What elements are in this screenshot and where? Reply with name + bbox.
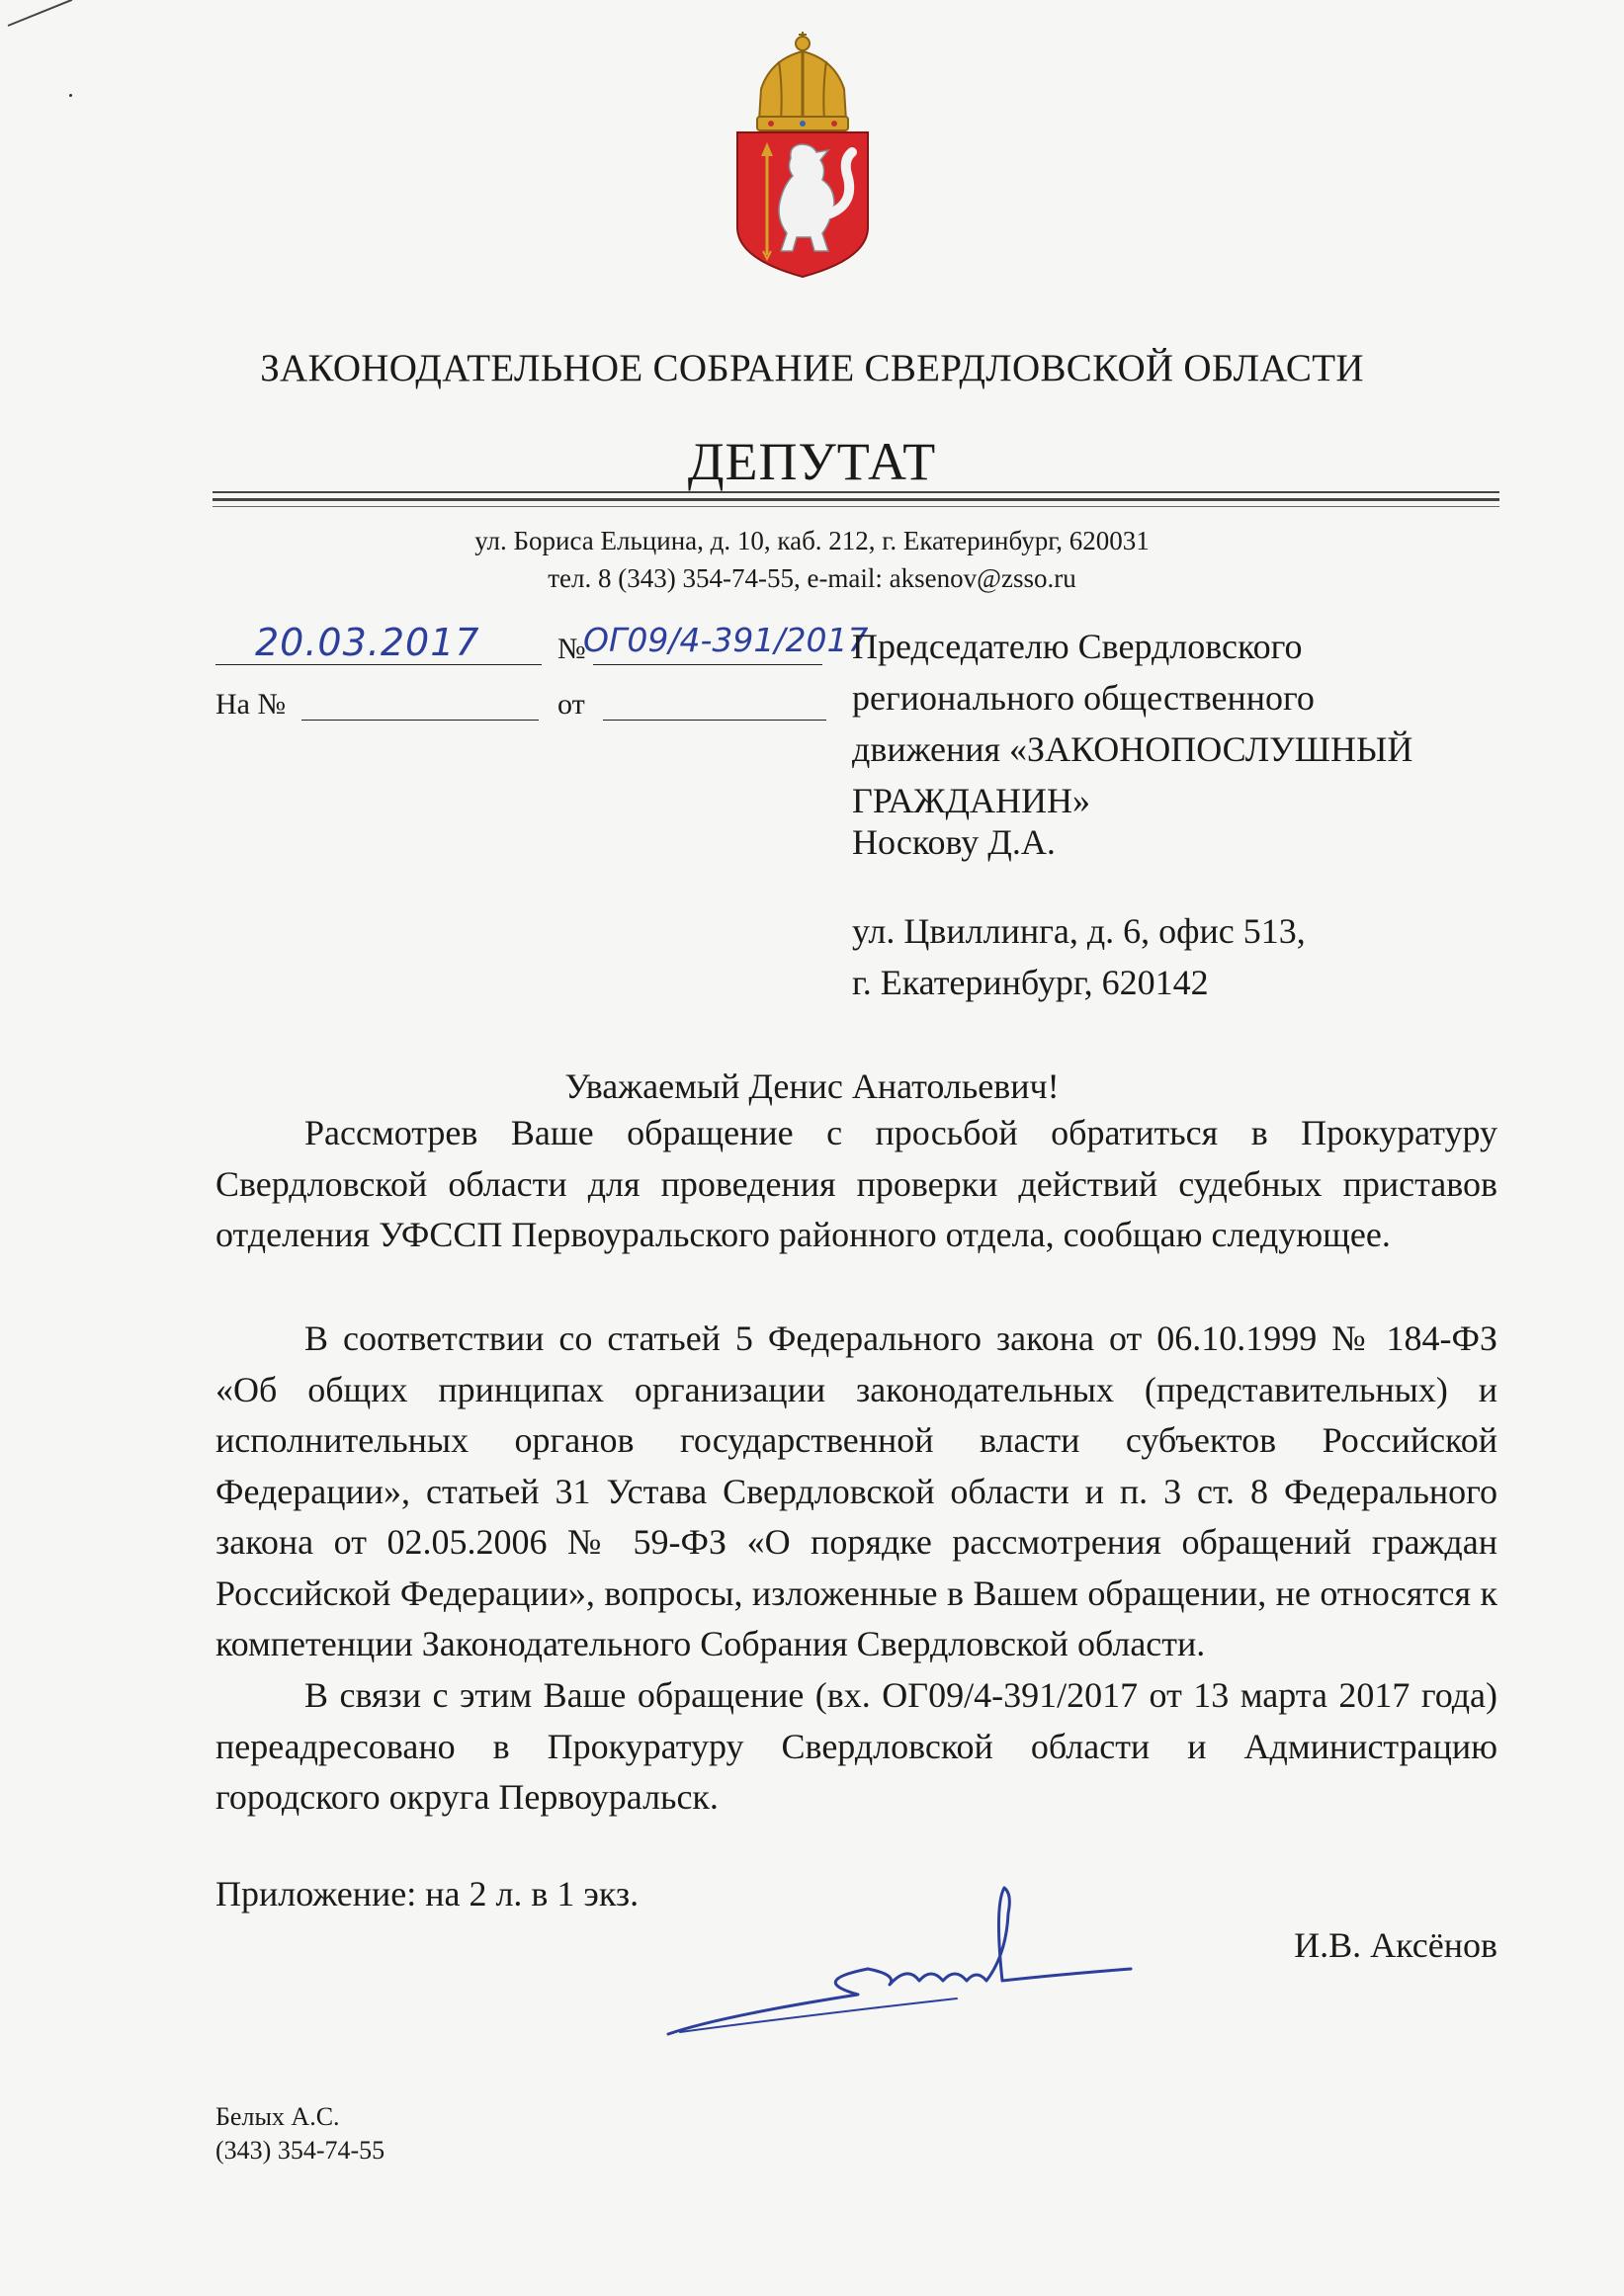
reply-to-label: На № [215, 688, 287, 721]
crown-icon [757, 32, 848, 130]
scan-dot-mark [69, 94, 72, 97]
sender-contacts-line: тел. 8 (343) 354-74-55, e-mail: aksenov@zsso.ru [548, 563, 1076, 593]
number-blank-line [593, 664, 822, 665]
recipient-line: регионального общественного [852, 678, 1315, 718]
recipient-line: ГРАЖДАНИН» [852, 781, 1091, 820]
recipient-block [852, 621, 1412, 826]
header-divider-top [213, 491, 1499, 493]
from-label: от [557, 688, 585, 721]
body-paragraph: В связи с этим Ваше обращение (вх. ОГ09/4-391/2017 от 13 марта 2017 года) переадресовано в Прокуратуру Свердловской области и Администрацию городского округа Первоуральск. [215, 1675, 1497, 1817]
greeting: Уважаемый Денис Анатольевич! [564, 1066, 1060, 1106]
signer-name: И.В. Аксёнов [1294, 1925, 1497, 1965]
registration-date: 20.03.2017 [255, 621, 480, 664]
scan-pen-mark [8, 0, 73, 27]
handwritten-signature-icon [660, 1886, 1135, 2044]
body-paragraph: В соответствии со статьей 5 Федерального закона от 06.10.1999 № 184-ФЗ «Об общих принципах организации законодательных (представительных) и исполнительных органов государственной власти субъектов Российской Федерации», статьей 31 Устава Свердловской области и п. 3 ст. 8 Федерального закона от 02.05.2006 № 59-ФЗ «О порядке рассмотрения обращений граждан Российской Федерации», вопросы, изложенные в Вашем обращении, не относятся к компетенции Законодательного Собрания Свердловской области. [215, 1318, 1497, 1663]
recipient-line: Председателю Свердловского [852, 627, 1303, 666]
header-divider-bottom [213, 506, 1499, 507]
executor-phone: (343) 354-74-55 [215, 2136, 385, 2165]
date-blank-line [215, 664, 542, 665]
page-title: ДЕПУТАТ [687, 432, 937, 491]
recipient-name: Носкову Д.А. [852, 822, 1056, 862]
recipient-address-line2: г. Екатеринбург, 620142 [852, 963, 1209, 1002]
recipient-line: движения «ЗАКОНОПОСЛУШНЫЙ [852, 729, 1413, 769]
recipient-address [852, 905, 1306, 1008]
executor-name: Белых А.С. [215, 2102, 340, 2131]
registration-number: ОГ09/4-391/2017 [583, 621, 869, 659]
body-paragraph: Рассмотрев Ваше обращение с просьбой обратиться в Прокуратуру Свердловской области для проведения проверки действий судебных приставов отделения УФССП Первоуральского районного отдела, сообщаю следующее. [215, 1113, 1497, 1254]
reply-number-blank-line [301, 720, 539, 721]
number-sign-label: № [557, 633, 586, 665]
attachment-note: Приложение: на 2 л. в 1 экз. [215, 1874, 640, 1913]
organization-name: ЗАКОНОДАТЕЛЬНОЕ СОБРАНИЕ СВЕРДЛОВСКОЙ ОБЛАСТИ [260, 347, 1364, 389]
executor-block [215, 2100, 385, 2168]
sender-address-line1: ул. Бориса Ельцина, д. 10, каб. 212, г. Екатеринбург, 620031 [474, 526, 1150, 555]
sverdlovsk-coat-of-arms-icon [731, 30, 874, 279]
reply-date-blank-line [603, 720, 826, 721]
sender-address [0, 522, 1624, 597]
header-divider-middle [213, 498, 1499, 501]
recipient-address-line1: ул. Цвиллинга, д. 6, офис 513, [852, 911, 1306, 951]
